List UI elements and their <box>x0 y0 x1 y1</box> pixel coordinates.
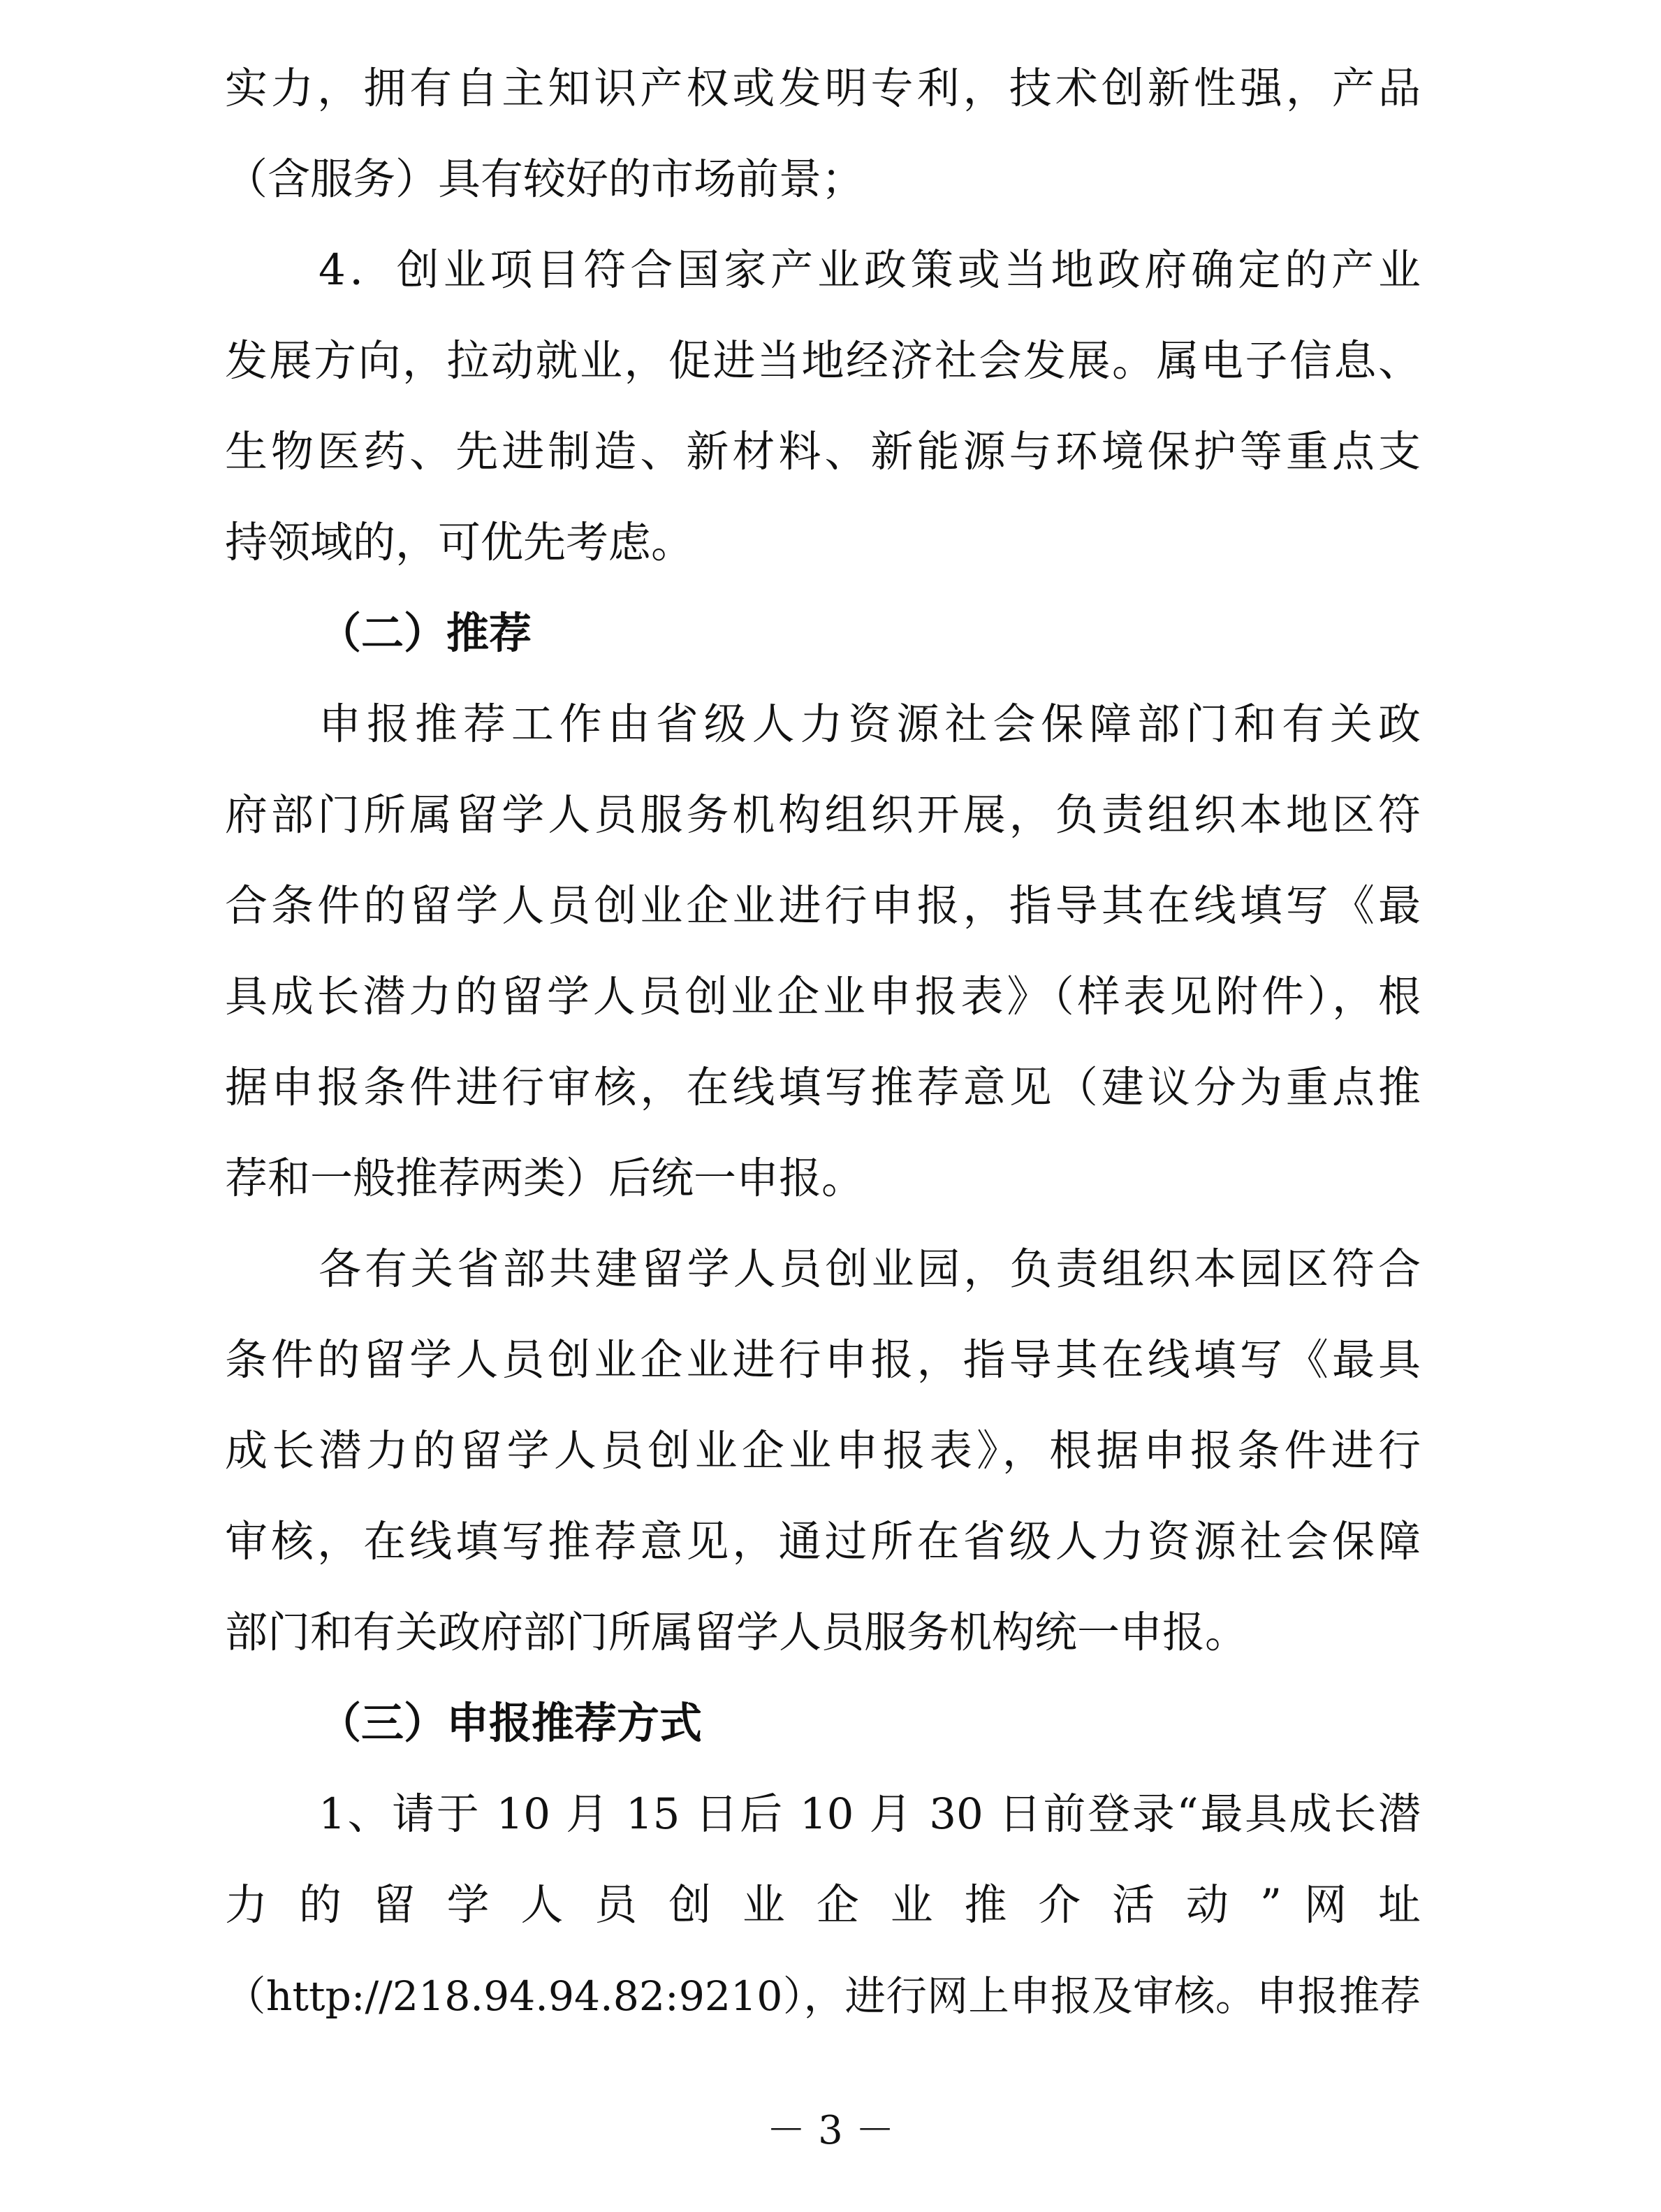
text-line: 据申报条件进行审核，在线填写推荐意见（建议分为重点推 <box>225 1063 1421 1112</box>
document-body <box>225 43 1421 2042</box>
text-line: 合条件的留学人员创业企业进行申报，指导其在线填写《最 <box>225 881 1421 931</box>
section-heading: （三）申报推荐方式 <box>319 1698 703 1748</box>
section-heading: （二）推荐 <box>319 609 532 658</box>
text-line: 荐和一般推荐两类）后统一申报。 <box>225 1154 865 1203</box>
text-line: 力 的 留 学 人 员 创 业 企 业 推 介 活 动 ” 网 址 <box>225 1880 1421 1930</box>
text-line: 审核，在线填写推荐意见，通过所在省级人力资源社会保障 <box>225 1517 1421 1566</box>
page-number: － 3 － <box>766 2108 895 2153</box>
text-line: 部门和有关政府部门所属留学人员服务机构统一申报。 <box>225 1608 1248 1657</box>
text-line: 条件的留学人员创业企业进行申报，指导其在线填写《最具 <box>225 1335 1421 1385</box>
text-line: 4．创业项目符合国家产业政策或当地政府确定的产业 <box>319 245 1421 295</box>
text-line: 府部门所属留学人员服务机构组织开展，负责组织本地区符 <box>225 790 1421 840</box>
text-line: 具成长潜力的留学人员创业企业申报表》（样表见附件），根 <box>225 972 1421 1021</box>
text-line: （http://218.94.94.82:9210），进行网上申报及审核。申报推荐 <box>225 1972 1421 2020</box>
text-line: 生物医药、先进制造、新材料、新能源与环境保护等重点支 <box>225 427 1421 476</box>
text-line: 成长潜力的留学人员创业企业申报表》，根据申报条件进行 <box>225 1426 1421 1476</box>
text-line: 持领域的，可优先考虑。 <box>225 518 694 567</box>
text-line: 实力，拥有自主知识产权或发明专利，技术创新性强，产品 <box>225 64 1421 113</box>
text-line: 各有关省部共建留学人员创业园，负责组织本园区符合 <box>319 1244 1421 1294</box>
text-line: 申报推荐工作由省级人力资源社会保障部门和有关政 <box>319 699 1421 749</box>
text-line: 1、请于 10 月 15 日后 10 月 30 日前登录“最具成长潜 <box>319 1789 1421 1839</box>
text-line: （含服务）具有较好的市场前景； <box>225 154 865 204</box>
text-line: 发展方向，拉动就业，促进当地经济社会发展。属电子信息、 <box>225 336 1421 386</box>
